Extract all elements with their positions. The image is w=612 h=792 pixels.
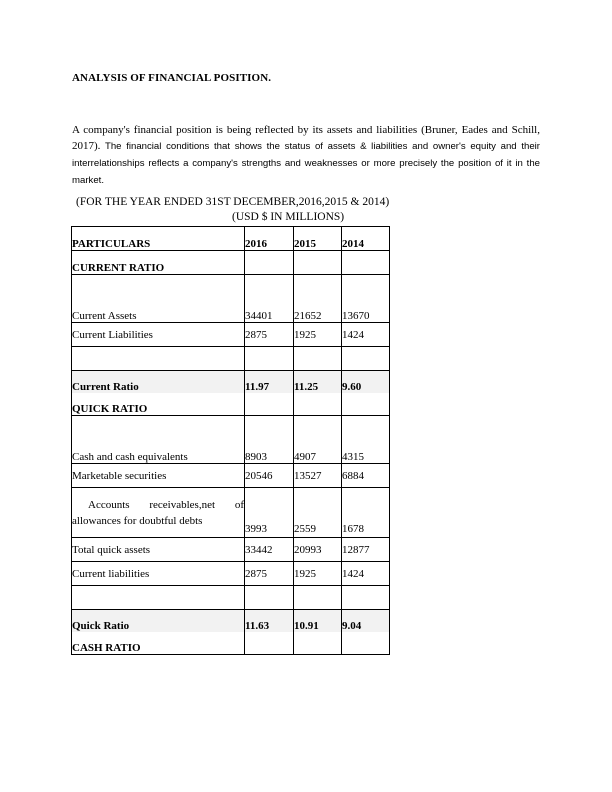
- cell-2014: 9.60: [342, 371, 390, 394]
- cell-2015: 1925: [294, 562, 342, 586]
- cell-2015: 2559: [294, 488, 342, 538]
- table-header-row: [72, 227, 390, 251]
- section-title: CASH RATIO: [72, 632, 245, 655]
- page-heading: ANALYSIS OF FINANCIAL POSITION.: [72, 72, 272, 84]
- cell-2016: 2875: [245, 323, 294, 347]
- current-ratio-section-row: [72, 251, 390, 275]
- quick-ratio-section-row: [72, 393, 390, 416]
- cell-2014: 9.04: [342, 610, 390, 633]
- cell-2015: 10.91: [294, 610, 342, 633]
- cell-2016: 34401: [245, 275, 294, 323]
- cell-2014: 4315: [342, 416, 390, 464]
- cell-2016: 8903: [245, 416, 294, 464]
- row-label: Current Liabilities: [72, 323, 245, 347]
- cell-2016: 11.97: [245, 371, 294, 394]
- cell-2016: 20546: [245, 464, 294, 488]
- table-row: [72, 538, 390, 562]
- intro-paragraph-part2: The financial conditions that shows the status of assets & liabilities and owner's equity and their interrelationships reflects a company's strengths and weaknesses or more precisely the position of it in the market.: [72, 141, 540, 186]
- cell-2014: 12877: [342, 538, 390, 562]
- cash-ratio-section-row: [72, 632, 390, 655]
- cell-2015: 13527: [294, 464, 342, 488]
- table-subtitle-currency: (USD $ IN MILLIONS): [232, 211, 345, 223]
- header-2015: 2015: [294, 227, 342, 251]
- row-label: Marketable securities: [72, 464, 245, 488]
- current-ratio-row: [72, 371, 390, 394]
- cell-2014: 13670: [342, 275, 390, 323]
- table-row: [72, 562, 390, 586]
- cell-2014: 1678: [342, 488, 390, 538]
- section-title: QUICK RATIO: [72, 393, 245, 416]
- row-label: Total quick assets: [72, 538, 245, 562]
- row-label: Current Ratio: [72, 371, 245, 394]
- row-label-line2: allowances for doubtful debts: [72, 514, 203, 527]
- cell-2015: 4907: [294, 416, 342, 464]
- header-2014: 2014: [342, 227, 390, 251]
- row-label: Current liabilities: [72, 562, 245, 586]
- table-row-blank: [72, 586, 390, 610]
- intro-paragraph-part1: A company's financial position is being reflected by its assets and liabilities (Bruner, Eades and Schill, 2017).: [72, 124, 540, 152]
- cell-2016: 2875: [245, 562, 294, 586]
- cell-2014: 1424: [342, 562, 390, 586]
- cell-2015: 20993: [294, 538, 342, 562]
- cell-2016: 11.63: [245, 610, 294, 633]
- cell-2014: 1424: [342, 323, 390, 347]
- row-label: Quick Ratio: [72, 610, 245, 633]
- row-label-line1: Accounts receivables,net of: [88, 498, 244, 511]
- cell-2016: 33442: [245, 538, 294, 562]
- table-subtitle-period: (FOR THE YEAR ENDED 31ST DECEMBER,2016,2015 & 2014): [76, 196, 390, 208]
- section-title: CURRENT RATIO: [72, 251, 245, 275]
- header-2016: 2016: [245, 227, 294, 251]
- financial-ratio-table: [71, 226, 390, 655]
- header-particulars: PARTICULARS: [72, 227, 245, 251]
- cell-2016: 3993: [245, 488, 294, 538]
- quick-ratio-row: [72, 610, 390, 633]
- table-row-blank: [72, 347, 390, 371]
- cell-2015: 21652: [294, 275, 342, 323]
- cell-2015: 1925: [294, 323, 342, 347]
- table-row: [72, 464, 390, 488]
- table-row: [72, 416, 390, 464]
- cell-2014: 6884: [342, 464, 390, 488]
- cell-2015: 11.25: [294, 371, 342, 394]
- table-row: [72, 323, 390, 347]
- table-row: [72, 275, 390, 323]
- row-label: [72, 488, 245, 538]
- row-label: Cash and cash equivalents: [72, 416, 245, 464]
- row-label: Current Assets: [72, 275, 245, 323]
- table-row: [72, 488, 390, 538]
- intro-paragraph: [72, 122, 540, 189]
